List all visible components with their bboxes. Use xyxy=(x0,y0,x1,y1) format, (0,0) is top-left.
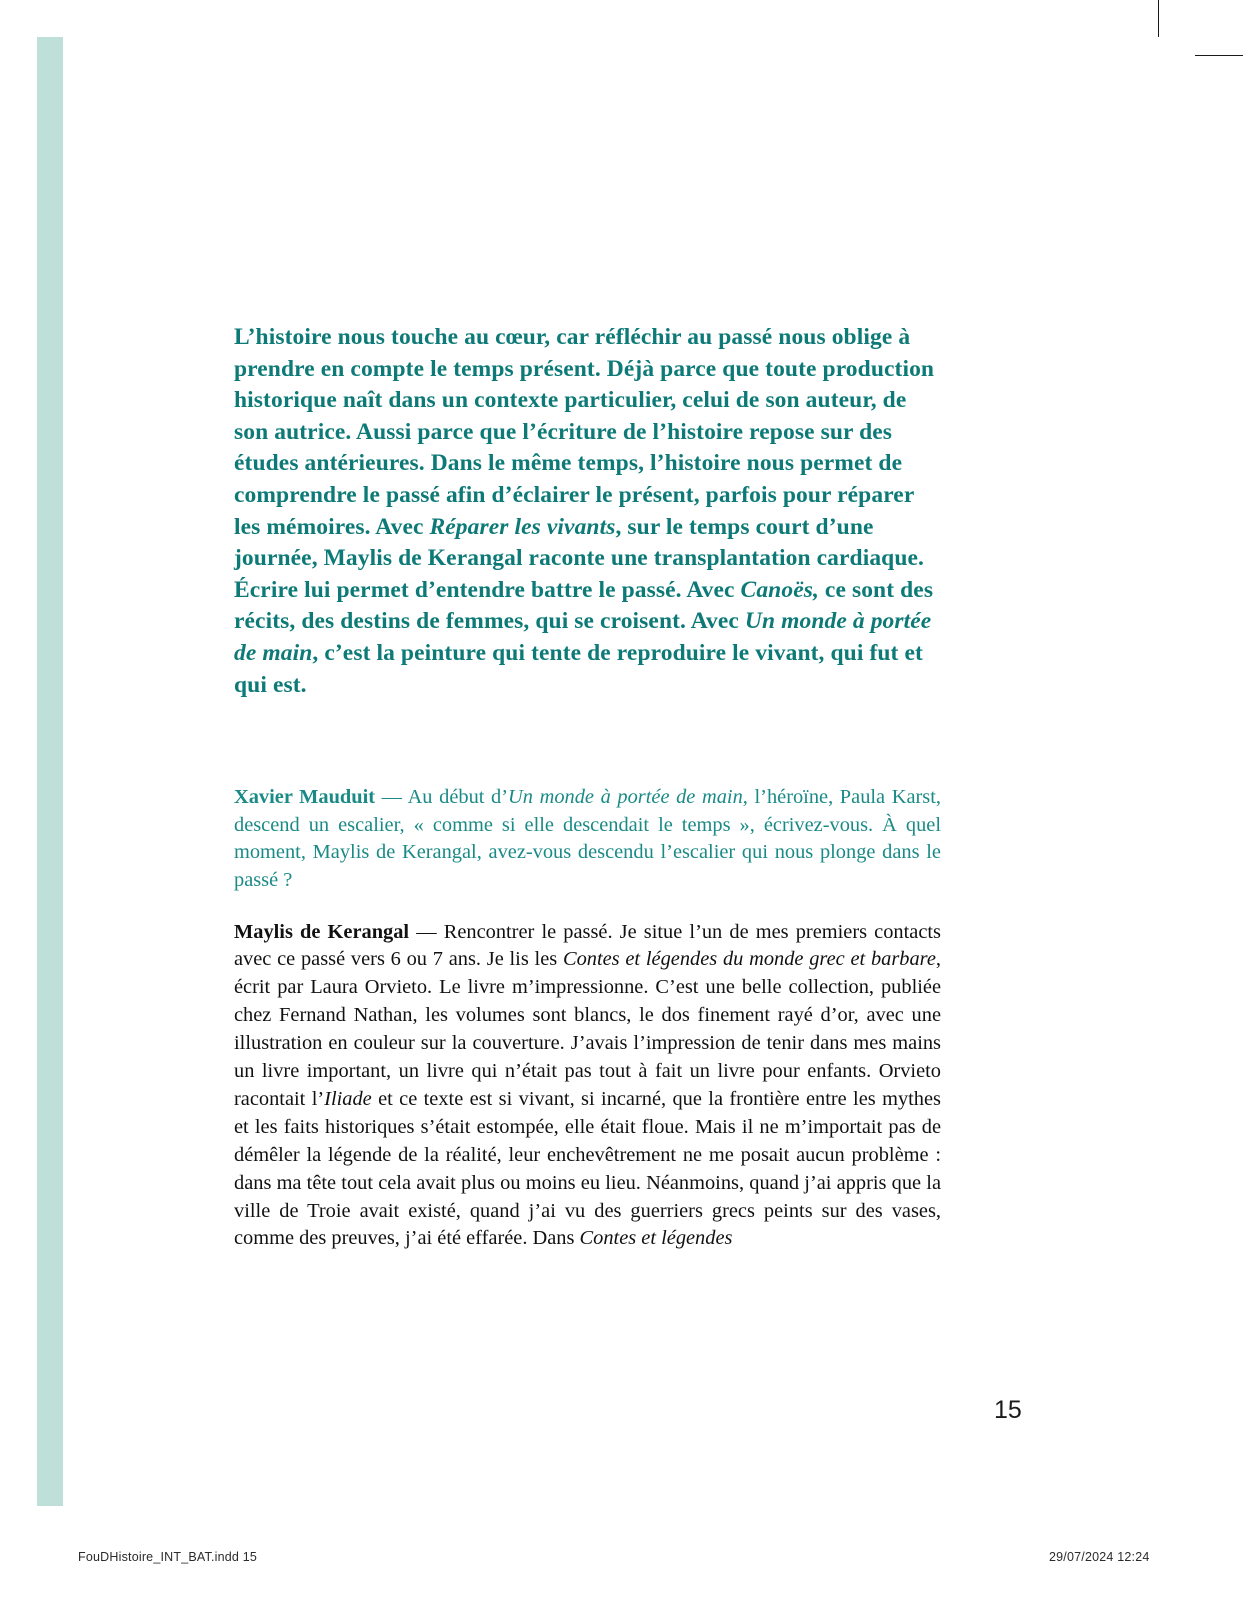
page-content xyxy=(234,322,941,1253)
crop-mark-top-right-horizontal xyxy=(1195,55,1243,56)
answer-speaker-name: Maylis de Kerangal xyxy=(234,920,410,943)
question-speaker-name: Xavier Mauduit xyxy=(234,786,376,809)
page-number: 15 xyxy=(994,1396,1022,1424)
footer-filename: FouDHistoire_INT_BAT.indd 15 xyxy=(78,1550,258,1564)
decorative-left-band xyxy=(37,37,63,1506)
question-dash: — xyxy=(375,786,408,809)
question-text: Au début d’Un monde à portée de main, l’héroïne, Paula Karst, descend un escalier, « comme si elle descendait le temps », écrivez-vous. À quel moment, Maylis de Kerangal, avez-vous descendu l’escalier qui nous plonge dans le passé ? xyxy=(234,786,941,891)
interview-question xyxy=(234,784,941,894)
answer-text: Rencontrer le passé. Je situe l’un de mes premiers contacts avec ce passé vers 6 ou 7 ans. Je lis les Contes et légendes du monde grec et barbare, écrit par Laura Orvieto. Le livre m’impressionne. C’est une belle collection, publiée chez Fernand Nathan, les volumes sont blancs, le dos finement rayé d’or, avec une illustration en couleur sur la couverture. J’avais l’impression de tenir dans mes mains un livre important, un livre qui n’était pas tout à fait un livre pour enfants. Orvieto racontait l’Iliade et ce texte est si vivant, si incarné, que la frontière entre les mythes et les faits historiques s’était estompée, elle était floue. Mais il ne m’importait pas de démêler la légende de la réalité, leur enchevêtrement ne me posait aucun problème : dans ma tête tout cela avait plus ou moins eu lieu. Néanmoins, quand j’ai appris que la ville de Troie avait existé, quand j’ai vu des guerriers grecs peints sur des vases, comme des preuves, j’ai été effarée. Dans Contes et légendes xyxy=(234,920,942,1250)
lede-paragraph: L’histoire nous touche au cœur, car réfléchir au passé nous oblige à prendre en compte le temps présent. Déjà parce que toute production historique naît dans un contexte particulier, celui de son auteur, de son autrice. Aussi parce que l’écriture de l’histoire repose sur des études antérieures. Dans le même temps, l’histoire nous permet de comprendre le passé afin d’éclairer le présent, parfois pour réparer les mémoires. Avec Réparer les vivants, sur le temps court d’une journée, Maylis de Kerangal raconte une transplantation cardiaque. Écrire lui permet d’entendre battre le passé. Avec Canoës, ce sont des récits, des destins de femmes, qui se croisent. Avec Un monde à portée de main, c’est la peinture qui tente de reproduire le vivant, qui fut et qui est. xyxy=(234,324,935,698)
footer-timestamp: 29/07/2024 12:24 xyxy=(1049,1550,1150,1564)
interview-block xyxy=(234,784,941,1253)
answer-dash: — xyxy=(409,920,444,943)
crop-mark-top-right-vertical xyxy=(1158,0,1159,37)
interview-answer xyxy=(234,919,941,1254)
